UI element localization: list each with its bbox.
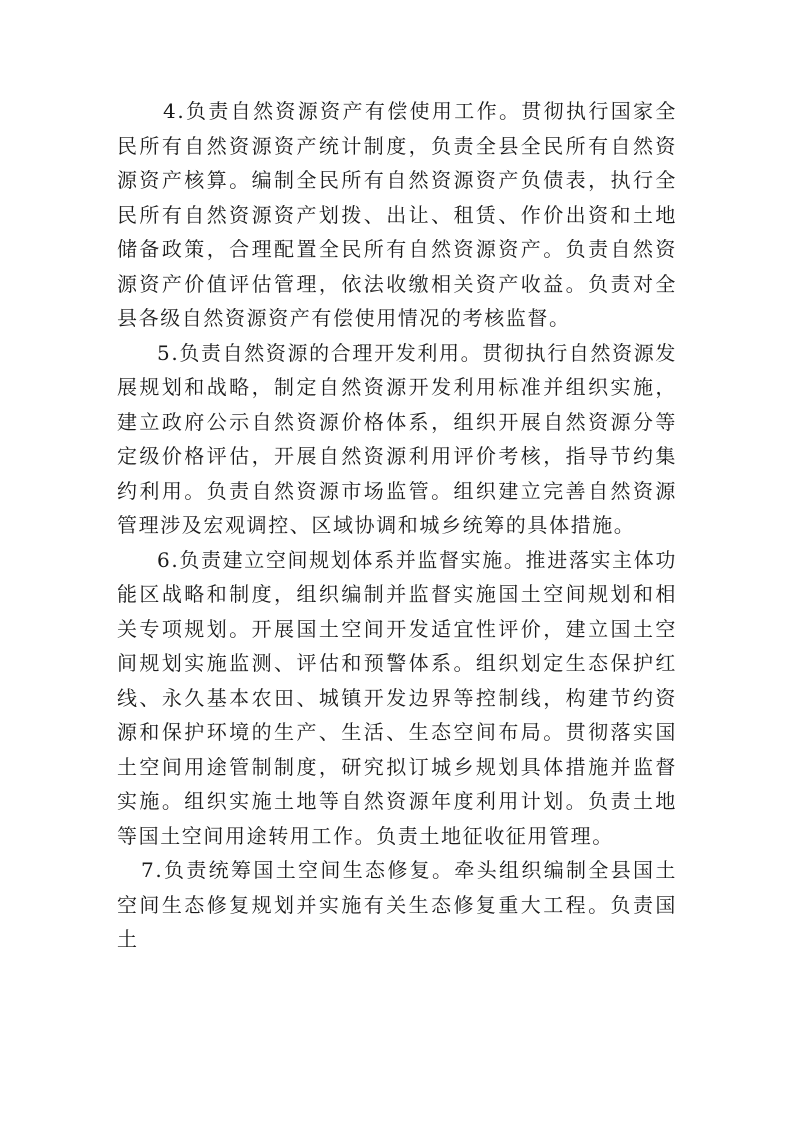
document-body — [117, 94, 677, 957]
paragraph-item-7: 7.负责统筹国土空间生态修复。牵头组织编制全县国土空间生态修复规划并实施有关生态修复重大工程。负责国土 — [117, 858, 677, 951]
paragraph-item-5: 5.负责自然资源的合理开发利用。贯彻执行自然资源发展规划和战略，制定自然资源开发利用标准并组织实施，建立政府公示自然资源价格体系，组织开展自然资源分等定级价格评估，开展自然资源利用评价考核，指导节约集约利用。负责自然资源市场监管。组织建立完善自然资源管理涉及宏观调控、区域协调和城乡统筹的具体措施。 — [117, 340, 677, 537]
paragraph-item-4: 4.负责自然资源资产有偿使用工作。贯彻执行国家全民所有自然资源资产统计制度，负责全县全民所有自然资源资产核算。编制全民所有自然资源资产负债表，执行全民所有自然资源资产划拨、出让、租赁、作价出资和土地储备政策，合理配置全民所有自然资源资产。负责自然资源资产价值评估管理，依法收缴相关资产收益。负责对全县各级自然资源资产有偿使用情况的考核监督。 — [117, 99, 677, 330]
paragraph-item-6: 6.负责建立空间规划体系并监督实施。推进落实主体功能区战略和制度，组织编制并监督实施国土空间规划和相关专项规划。开展国土空间开发适宜性评价，建立国土空间规划实施监测、评估和预警体系。组织划定生态保护红线、永久基本农田、城镇开发边界等控制线，构建节约资源和保护环境的生产、生活、生态空间布局。贯彻落实国土空间用途管制制度，研究拟订城乡规划具体措施并监督实施。组织实施土地等自然资源年度利用计划。负责土地等国土空间用途转用工作。负责土地征收征用管理。 — [117, 547, 677, 848]
